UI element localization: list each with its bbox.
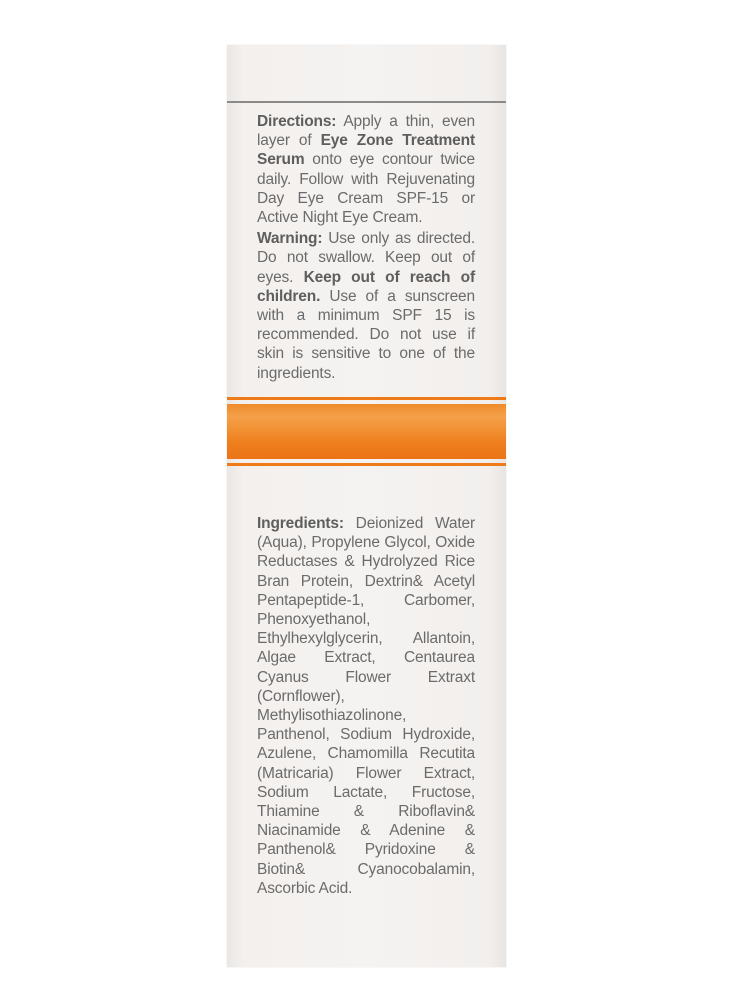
product-name: Eye Zone Treatment Serum: [257, 132, 475, 169]
warning-paragraph: [257, 229, 475, 383]
warning-emphasis: Keep out of reach of children.: [257, 268, 475, 305]
warning-label: Warning:: [257, 230, 323, 248]
ingredients-text: Deionized Water (Aqua), Propylene Glycol, Oxide Reductases & Hydrolyzed Rice Bran Protein, Dextrin& Acetyl Pentapeptide-1, Carbomer, Phenoxyethanol, Ethylhexylglycerin, Allantoin, Algae Extract, Centaurea Cyanus Flower Extraxt (Cornflower), Methylisothiazolinone, Panthenol, Sodium Hydroxide, Azulene, Chamomilla Recutita (Matricaria) Flower Extract, Sodium Lactate, Fructose, Thiamine & Riboflavin& Niacinamide & Adenine & Panthenol& Pyridoxine & Biotin& Cyanocobalamin, Ascorbic Acid.: [257, 515, 475, 897]
warning-text-b: Use of a sunscreen with a minimum SPF 15 is recommended. Do not use if skin is sensitive to one of the ingredients.: [257, 287, 475, 382]
ingredients-section: [257, 514, 475, 900]
directions-section: [257, 112, 475, 385]
directions-text-b: onto eye contour twice daily. Follow with Rejuvenating Day Eye Cream SPF-15 or Active Night Eye Cream.: [257, 151, 475, 227]
directions-text-a: Apply a thin, even layer of: [257, 113, 475, 150]
orange-stripe-bottom: [227, 463, 506, 466]
directions-paragraph: [257, 112, 475, 227]
top-divider-line: [227, 101, 506, 103]
ingredients-label: Ingredients:: [257, 515, 344, 532]
warning-text-a: Use only as directed. Do not swallow. Keep out of eyes.: [257, 230, 475, 286]
ingredients-paragraph: [257, 514, 475, 898]
directions-label: Directions:: [257, 113, 337, 130]
orange-stripe-band: [227, 397, 506, 467]
product-box-side-panel: [227, 45, 506, 967]
orange-stripe-main: [227, 404, 506, 459]
orange-stripe-top: [227, 397, 506, 400]
